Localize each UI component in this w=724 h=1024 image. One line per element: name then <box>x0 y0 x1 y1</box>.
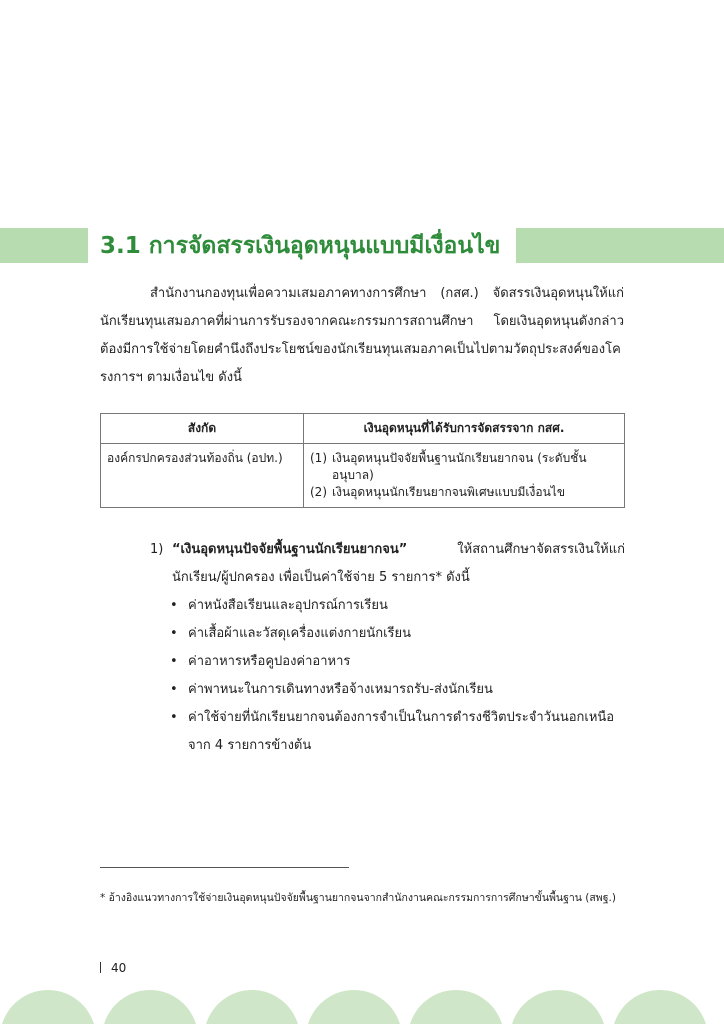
bullet-icon: • <box>170 710 178 725</box>
list-item <box>170 592 625 620</box>
decor-circle <box>0 990 96 1024</box>
table-row <box>101 444 625 508</box>
page-number <box>100 958 126 978</box>
cell-affiliation: องค์กรปกครองส่วนท้องถิ่น (อปท.) <box>101 444 304 508</box>
decor-circle <box>102 990 198 1024</box>
bullet-icon: • <box>170 682 178 697</box>
allocation-list <box>310 450 618 501</box>
page-number-bar-icon <box>100 962 101 973</box>
list-item-text: ค่าหนังสือเรียนและอุปกรณ์การเรียน <box>188 598 388 613</box>
bullet-icon: • <box>170 654 178 669</box>
section-heading: 3.1 การจัดสรรเงินอุดหนุนแบบมีเงื่อนไข <box>100 233 501 259</box>
decor-circle <box>204 990 300 1024</box>
list-item-text: ค่าพาหนะในการเดินทางหรือจ้างเหมารถรับ-ส่งนักเรียน <box>188 682 493 697</box>
footnote: * อ้างอิงแนวทางการใช้จ่ายเงินอุดหนุนปัจจัยพื้นฐานยากจนจากสำนักงานคณะกรรมการการศึกษาขั้นพื้นฐาน (สพฐ.) <box>100 892 616 904</box>
decor-circle <box>306 990 402 1024</box>
decor-circle <box>408 990 504 1024</box>
bullet-icon: • <box>170 626 178 641</box>
page-number-text: 40 <box>111 961 127 975</box>
list-item <box>170 620 625 648</box>
heading-band-left <box>0 228 88 263</box>
intro-paragraph: สำนักงานกองทุนเพื่อความเสมอภาคทางการศึกษา (กสศ.) จัดสรรเงินอุดหนุนให้แก่นักเรียนทุนเสมอภาคที่ผ่านการรับรองจากคณะกรรมการสถานศึกษา โดยเงินอุดหนุนดังกล่าวต้องมีการใช้จ่ายโดยคำนึงถึงประโยชน์ของนักเรียนทุนเสมอภาคเป็นไปตามวัตถุประสงค์ของโครงการฯ ตามเงื่อนไข ดังนี้ <box>100 286 624 385</box>
decor-circle <box>510 990 606 1024</box>
item-number: (2) <box>310 485 327 499</box>
subsection-1-intro <box>150 536 625 592</box>
list-item-text: ค่าอาหารหรือคูปองค่าอาหาร <box>188 654 351 669</box>
heading-band-right <box>516 228 724 263</box>
subsection-1 <box>150 536 625 760</box>
header-allocation: เงินอุดหนุนที่ได้รับการจัดสรรจาก กสศ. <box>304 414 625 444</box>
item-number: (1) <box>310 451 327 465</box>
table-header-row <box>101 414 625 444</box>
list-item-text: ค่าเสื้อผ้าและวัสดุเครื่องแต่งกายนักเรียน <box>188 626 412 641</box>
decor-circle <box>612 990 708 1024</box>
cell-allocation <box>304 444 625 508</box>
subsection-title: “เงินอุดหนุนปัจจัยพื้นฐานนักเรียนยากจน” <box>172 542 408 557</box>
list-item <box>170 676 625 704</box>
subsection-text: ให้สถานศึกษาจัดสรรเงินให้แก่นักเรียน/ผู้ปกครอง เพื่อเป็นค่าใช้จ่าย 5 รายการ* ดังนี้ <box>172 542 625 585</box>
list-item <box>310 450 618 484</box>
subsection-number: 1) <box>150 542 164 557</box>
list-item <box>170 648 625 676</box>
list-item-text: ค่าใช้จ่ายที่นักเรียนยากจนต้องการจำเป็นในการดำรงชีวิตประจำวันนอกเหนือจาก 4 รายการข้างต้น <box>188 710 615 753</box>
bullet-icon: • <box>170 598 178 613</box>
list-item <box>170 704 625 760</box>
header-affiliation: สังกัด <box>101 414 304 444</box>
footnote-divider <box>100 867 349 868</box>
item-text: เงินอุดหนุนปัจจัยพื้นฐานนักเรียนยากจน (ระดับชั้นอนุบาล) <box>332 451 587 482</box>
expense-list <box>150 592 625 760</box>
allocation-table <box>100 413 625 508</box>
list-item <box>310 484 618 501</box>
decorative-circles <box>0 990 724 1024</box>
item-text: เงินอุดหนุนนักเรียนยากจนพิเศษแบบมีเงื่อนไข <box>332 485 566 499</box>
